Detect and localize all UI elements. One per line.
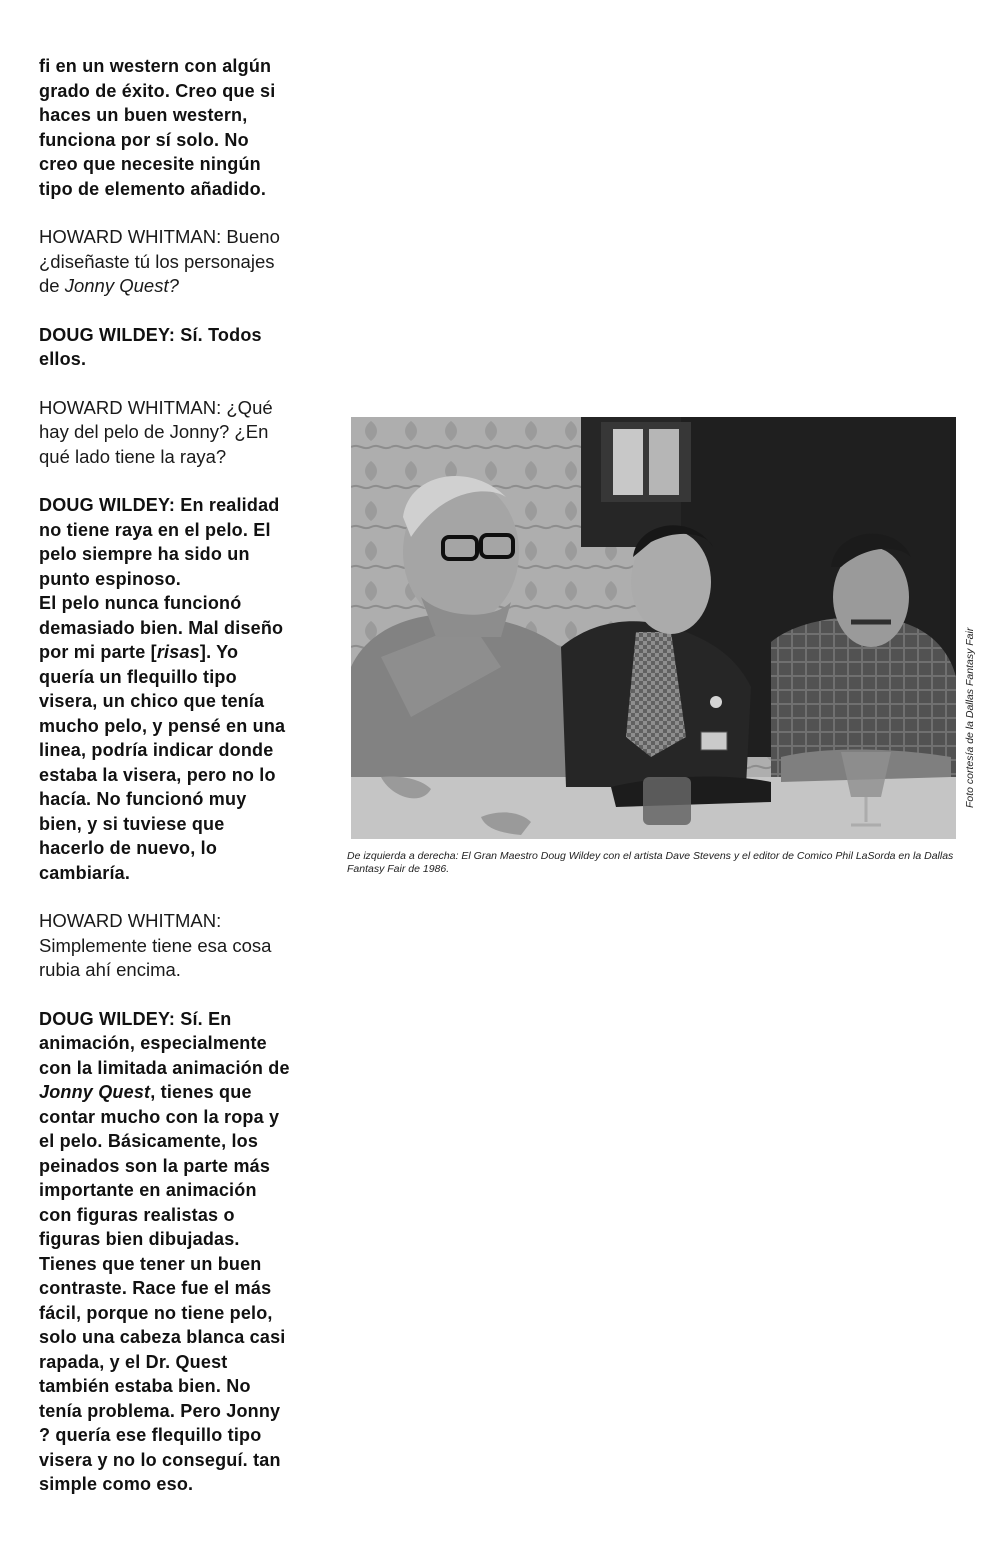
text-line: animación, especialmente [39, 1033, 267, 1053]
text-line: linea, podría indicar donde [39, 740, 274, 760]
group-photo [351, 417, 956, 839]
show-title-italic: Jonny Quest? [64, 275, 179, 296]
text-fragment: por mi parte [ [39, 642, 157, 662]
text-line: figuras bien dibujadas. [39, 1229, 240, 1249]
text-line: cambiaría. [39, 862, 131, 883]
text-fragment: ]. Yo [199, 642, 239, 662]
text-line: rapada, y el Dr. Quest [39, 1351, 228, 1372]
text-line: ellos. [39, 349, 87, 369]
text-line: importante en animación [39, 1180, 257, 1200]
text-line: contar mucho con la ropa y [39, 1106, 280, 1127]
text-line: también estaba bien. No [39, 1376, 251, 1396]
text-line: El pelo nunca funcionó [39, 593, 242, 613]
interview-text-column [39, 54, 314, 1521]
text-line: pelo siempre ha sido un [39, 544, 250, 564]
question-paragraph-2 [39, 396, 314, 470]
text-line: visera y no lo conseguí. tan [39, 1449, 281, 1470]
text-line: DOUG WILDEY: Sí. En [39, 1008, 232, 1029]
text-line: mucho pelo, y pensé en una [39, 715, 286, 736]
text-line: hacía. No funcionó muy [39, 789, 247, 809]
text-line: DOUG WILDEY: En realidad [39, 495, 280, 515]
photo-caption: De izquierda a derecha: El Gran Maestro Doug Wildey con el artista Dave Stevens y el editor de Comico Phil LaSorda en la Dallas Fantasy Fair de 1986. [347, 850, 954, 875]
text-line: bien, y si tuviese que [39, 813, 225, 834]
text-line: no tiene raya en el pelo. El [39, 519, 271, 540]
text-line: quería un flequillo tipo [39, 666, 237, 687]
text-line: qué lado tiene la raya? [39, 445, 227, 467]
text-line: hacerlo de nuevo, lo [39, 838, 218, 858]
text-line: el pelo. Básicamente, los [39, 1131, 259, 1151]
text-line: punto espinoso. [39, 568, 181, 589]
text-line: ¿diseñaste tú los personajes [39, 250, 275, 272]
text-line: haces un buen western, [39, 105, 248, 125]
text-line [39, 274, 314, 299]
text-line: demasiado bien. Mal diseño [39, 617, 284, 638]
text-line: simple como eso. [39, 1474, 194, 1494]
text-line: fácil, porque no tiene pelo, [39, 1302, 273, 1323]
text-line: con la limitada animación de [39, 1057, 290, 1078]
text-line: creo que necesite ningún [39, 154, 261, 174]
text-fragment: , tienes que [150, 1082, 252, 1102]
answer-paragraph-3 [39, 493, 314, 885]
text-line: HOWARD WHITMAN: ¿Qué [39, 396, 273, 418]
photo-credit: Foto cortesía de la Dallas Fantasy Fair [964, 627, 976, 808]
text-line: estaba la visera, pero no lo [39, 764, 276, 785]
photo-illustration [351, 417, 956, 839]
answer-paragraph-1 [39, 54, 314, 201]
question-paragraph-1 [39, 225, 314, 299]
text-line: Simplemente tiene esa cosa [39, 934, 272, 956]
text-line: funciona por sí solo. No [39, 129, 249, 150]
risas-italic: risas [156, 642, 200, 662]
text-line: tenía problema. Pero Jonny [39, 1400, 281, 1421]
answer-paragraph-2 [39, 323, 314, 372]
text-line: hay del pelo de Jonny? ¿En [39, 421, 269, 442]
text-line: HOWARD WHITMAN: [39, 910, 222, 931]
text-line [39, 1080, 314, 1105]
answer-paragraph-4 [39, 1007, 314, 1497]
text-line: ? quería ese flequillo tipo [39, 1425, 262, 1445]
text-line: peinados son la parte más [39, 1155, 271, 1176]
text-line: fi en un western con algún [39, 56, 272, 76]
text-line: Tienes que tener un buen [39, 1253, 262, 1274]
text-line: con figuras realistas o [39, 1204, 235, 1225]
text-line: tipo de elemento añadido. [39, 178, 267, 199]
text-fragment: de [39, 275, 65, 296]
question-paragraph-3 [39, 909, 314, 983]
text-line: contraste. Race fue el más [39, 1278, 272, 1298]
text-line: HOWARD WHITMAN: Bueno [39, 226, 280, 247]
text-line [39, 640, 314, 665]
text-line: solo una cabeza blanca casi [39, 1327, 286, 1347]
text-line: grado de éxito. Creo que si [39, 80, 276, 101]
text-line: visera, un chico que tenía [39, 691, 265, 711]
text-line: rubia ahí encima. [39, 959, 181, 980]
text-line: DOUG WILDEY: Sí. Todos [39, 324, 262, 345]
show-title-italic: Jonny Quest [39, 1082, 151, 1102]
